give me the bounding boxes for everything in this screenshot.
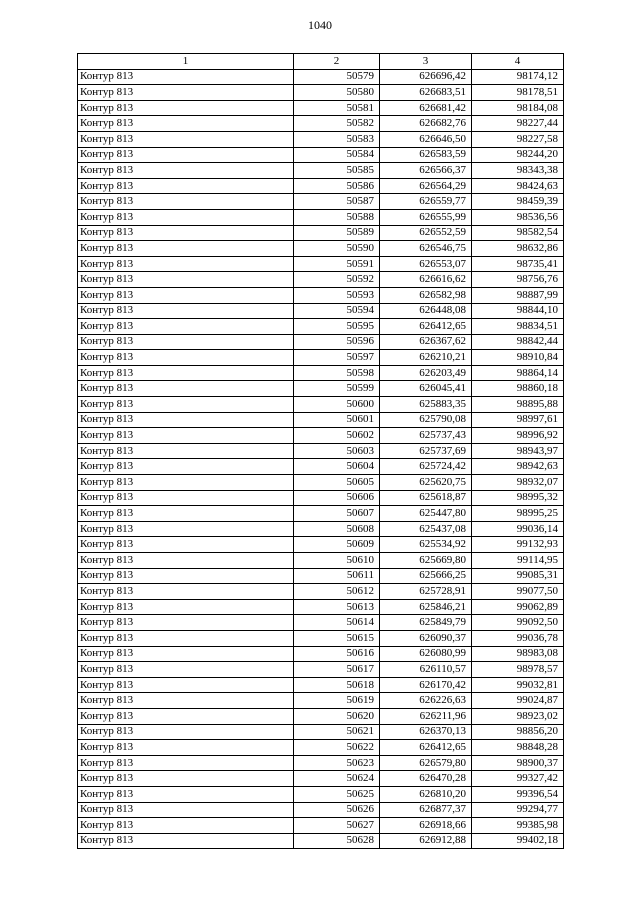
- point-number-cell: 50606: [294, 490, 380, 506]
- x-coordinate-cell: 626412,65: [380, 740, 472, 756]
- table-row: [78, 334, 564, 350]
- x-coordinate-cell: 625849,79: [380, 615, 472, 631]
- y-coordinate-cell: 98887,99: [472, 287, 564, 303]
- point-number-cell: 50620: [294, 708, 380, 724]
- point-number-cell: 50588: [294, 209, 380, 225]
- table-row: [78, 303, 564, 319]
- contour-name-cell: Контур 813: [78, 646, 294, 662]
- point-number-cell: 50594: [294, 303, 380, 319]
- x-coordinate-cell: 626616,62: [380, 272, 472, 288]
- table-row: [78, 662, 564, 678]
- x-coordinate-cell: 625437,08: [380, 521, 472, 537]
- coordinates-table: [77, 53, 564, 849]
- x-coordinate-cell: 626579,80: [380, 755, 472, 771]
- point-number-cell: 50611: [294, 568, 380, 584]
- contour-name-cell: Контур 813: [78, 740, 294, 756]
- point-number-cell: 50582: [294, 116, 380, 132]
- point-number-cell: 50579: [294, 69, 380, 85]
- table-row: [78, 443, 564, 459]
- table-row: [78, 412, 564, 428]
- y-coordinate-cell: 98860,18: [472, 381, 564, 397]
- point-number-cell: 50623: [294, 755, 380, 771]
- x-coordinate-cell: 625666,25: [380, 568, 472, 584]
- x-coordinate-cell: 626564,29: [380, 178, 472, 194]
- table-row: [78, 521, 564, 537]
- table-row: [78, 365, 564, 381]
- y-coordinate-cell: 98997,61: [472, 412, 564, 428]
- point-number-cell: 50590: [294, 241, 380, 257]
- point-number-cell: 50581: [294, 100, 380, 116]
- x-coordinate-cell: 626448,08: [380, 303, 472, 319]
- y-coordinate-cell: 98756,76: [472, 272, 564, 288]
- x-coordinate-cell: 626912,88: [380, 833, 472, 849]
- table-row: [78, 319, 564, 335]
- y-coordinate-cell: 98735,41: [472, 256, 564, 272]
- table-row: [78, 163, 564, 179]
- point-number-cell: 50622: [294, 740, 380, 756]
- y-coordinate-cell: 98995,25: [472, 506, 564, 522]
- point-number-cell: 50593: [294, 287, 380, 303]
- contour-name-cell: Контур 813: [78, 256, 294, 272]
- table-row: [78, 537, 564, 553]
- x-coordinate-cell: 625447,80: [380, 506, 472, 522]
- y-coordinate-cell: 99077,50: [472, 584, 564, 600]
- x-coordinate-cell: 626566,37: [380, 163, 472, 179]
- point-number-cell: 50614: [294, 615, 380, 631]
- point-number-cell: 50624: [294, 771, 380, 787]
- contour-name-cell: Контур 813: [78, 381, 294, 397]
- point-number-cell: 50621: [294, 724, 380, 740]
- point-number-cell: 50619: [294, 693, 380, 709]
- y-coordinate-cell: 99114,95: [472, 553, 564, 569]
- contour-name-cell: Контур 813: [78, 475, 294, 491]
- point-number-cell: 50600: [294, 397, 380, 413]
- x-coordinate-cell: 626470,28: [380, 771, 472, 787]
- y-coordinate-cell: 99327,42: [472, 771, 564, 787]
- y-coordinate-cell: 99036,14: [472, 521, 564, 537]
- table-row: [78, 241, 564, 257]
- y-coordinate-cell: 98842,44: [472, 334, 564, 350]
- point-number-cell: 50626: [294, 802, 380, 818]
- point-number-cell: 50625: [294, 786, 380, 802]
- y-coordinate-cell: 98536,56: [472, 209, 564, 225]
- table-row: [78, 69, 564, 85]
- contour-name-cell: Контур 813: [78, 786, 294, 802]
- contour-name-cell: Контур 813: [78, 802, 294, 818]
- x-coordinate-cell: 625724,42: [380, 459, 472, 475]
- point-number-cell: 50597: [294, 350, 380, 366]
- contour-name-cell: Контур 813: [78, 100, 294, 116]
- x-coordinate-cell: 626683,51: [380, 85, 472, 101]
- contour-name-cell: Контур 813: [78, 69, 294, 85]
- table-row: [78, 599, 564, 615]
- point-number-cell: 50601: [294, 412, 380, 428]
- contour-name-cell: Контур 813: [78, 428, 294, 444]
- y-coordinate-cell: 98227,44: [472, 116, 564, 132]
- y-coordinate-cell: 98932,07: [472, 475, 564, 491]
- contour-name-cell: Контур 813: [78, 241, 294, 257]
- table-row: [78, 786, 564, 802]
- y-coordinate-cell: 98995,32: [472, 490, 564, 506]
- y-coordinate-cell: 98983,08: [472, 646, 564, 662]
- point-number-cell: 50627: [294, 818, 380, 834]
- x-coordinate-cell: 626559,77: [380, 194, 472, 210]
- table-row: [78, 693, 564, 709]
- contour-name-cell: Контур 813: [78, 334, 294, 350]
- table-row: [78, 459, 564, 475]
- contour-name-cell: Контур 813: [78, 599, 294, 615]
- y-coordinate-cell: 99092,50: [472, 615, 564, 631]
- x-coordinate-cell: 625728,91: [380, 584, 472, 600]
- contour-name-cell: Контур 813: [78, 194, 294, 210]
- table-row: [78, 381, 564, 397]
- contour-name-cell: Контур 813: [78, 459, 294, 475]
- point-number-cell: 50617: [294, 662, 380, 678]
- y-coordinate-cell: 98923,02: [472, 708, 564, 724]
- table-row: [78, 584, 564, 600]
- contour-name-cell: Контур 813: [78, 147, 294, 163]
- column-header-3: 3: [380, 54, 472, 70]
- point-number-cell: 50612: [294, 584, 380, 600]
- y-coordinate-cell: 98996,92: [472, 428, 564, 444]
- table-body: [78, 69, 564, 849]
- contour-name-cell: Контур 813: [78, 771, 294, 787]
- point-number-cell: 50616: [294, 646, 380, 662]
- x-coordinate-cell: 625883,35: [380, 397, 472, 413]
- y-coordinate-cell: 98343,38: [472, 163, 564, 179]
- y-coordinate-cell: 98895,88: [472, 397, 564, 413]
- contour-name-cell: Контур 813: [78, 521, 294, 537]
- point-number-cell: 50586: [294, 178, 380, 194]
- x-coordinate-cell: 626555,99: [380, 209, 472, 225]
- point-number-cell: 50628: [294, 833, 380, 849]
- table-row: [78, 630, 564, 646]
- contour-name-cell: Контур 813: [78, 724, 294, 740]
- table-row: [78, 100, 564, 116]
- table-row: [78, 287, 564, 303]
- y-coordinate-cell: 98943,97: [472, 443, 564, 459]
- x-coordinate-cell: 626090,37: [380, 630, 472, 646]
- table-row: [78, 85, 564, 101]
- point-number-cell: 50618: [294, 677, 380, 693]
- x-coordinate-cell: 626810,20: [380, 786, 472, 802]
- y-coordinate-cell: 98244,20: [472, 147, 564, 163]
- x-coordinate-cell: 626367,62: [380, 334, 472, 350]
- point-number-cell: 50592: [294, 272, 380, 288]
- x-coordinate-cell: 626110,57: [380, 662, 472, 678]
- y-coordinate-cell: 98910,84: [472, 350, 564, 366]
- contour-name-cell: Контур 813: [78, 833, 294, 849]
- contour-name-cell: Контур 813: [78, 553, 294, 569]
- x-coordinate-cell: 626045,41: [380, 381, 472, 397]
- y-coordinate-cell: 98178,51: [472, 85, 564, 101]
- table-row: [78, 677, 564, 693]
- column-header-1: 1: [78, 54, 294, 70]
- point-number-cell: 50583: [294, 131, 380, 147]
- point-number-cell: 50609: [294, 537, 380, 553]
- point-number-cell: 50596: [294, 334, 380, 350]
- table-row: [78, 178, 564, 194]
- table-row: [78, 740, 564, 756]
- contour-name-cell: Контур 813: [78, 506, 294, 522]
- table-row: [78, 802, 564, 818]
- table-row: [78, 194, 564, 210]
- table-row: [78, 475, 564, 491]
- y-coordinate-cell: 99396,54: [472, 786, 564, 802]
- point-number-cell: 50615: [294, 630, 380, 646]
- x-coordinate-cell: 625846,21: [380, 599, 472, 615]
- contour-name-cell: Контур 813: [78, 412, 294, 428]
- point-number-cell: 50591: [294, 256, 380, 272]
- contour-name-cell: Контур 813: [78, 568, 294, 584]
- y-coordinate-cell: 99032,81: [472, 677, 564, 693]
- y-coordinate-cell: 98184,08: [472, 100, 564, 116]
- x-coordinate-cell: 626553,07: [380, 256, 472, 272]
- y-coordinate-cell: 98174,12: [472, 69, 564, 85]
- x-coordinate-cell: 626877,37: [380, 802, 472, 818]
- x-coordinate-cell: 626170,42: [380, 677, 472, 693]
- point-number-cell: 50613: [294, 599, 380, 615]
- y-coordinate-cell: 98632,86: [472, 241, 564, 257]
- contour-name-cell: Контур 813: [78, 287, 294, 303]
- page-number: 1040: [308, 18, 332, 32]
- table-row: [78, 506, 564, 522]
- y-coordinate-cell: 98942,63: [472, 459, 564, 475]
- table-row: [78, 771, 564, 787]
- contour-name-cell: Контур 813: [78, 662, 294, 678]
- table-row: [78, 350, 564, 366]
- contour-name-cell: Контур 813: [78, 755, 294, 771]
- table-row: [78, 490, 564, 506]
- y-coordinate-cell: 99294,77: [472, 802, 564, 818]
- contour-name-cell: Контур 813: [78, 131, 294, 147]
- contour-name-cell: Контур 813: [78, 397, 294, 413]
- table-row: [78, 256, 564, 272]
- table-row: [78, 833, 564, 849]
- contour-name-cell: Контур 813: [78, 178, 294, 194]
- point-number-cell: 50604: [294, 459, 380, 475]
- x-coordinate-cell: 626583,59: [380, 147, 472, 163]
- x-coordinate-cell: 626370,13: [380, 724, 472, 740]
- y-coordinate-cell: 98848,28: [472, 740, 564, 756]
- table-row: [78, 272, 564, 288]
- point-number-cell: 50587: [294, 194, 380, 210]
- x-coordinate-cell: 626546,75: [380, 241, 472, 257]
- table-row: [78, 131, 564, 147]
- point-number-cell: 50585: [294, 163, 380, 179]
- y-coordinate-cell: 98834,51: [472, 319, 564, 335]
- y-coordinate-cell: 98227,58: [472, 131, 564, 147]
- contour-name-cell: Контур 813: [78, 303, 294, 319]
- y-coordinate-cell: 99085,31: [472, 568, 564, 584]
- point-number-cell: 50608: [294, 521, 380, 537]
- contour-name-cell: Контур 813: [78, 350, 294, 366]
- point-number-cell: 50598: [294, 365, 380, 381]
- x-coordinate-cell: 626080,99: [380, 646, 472, 662]
- x-coordinate-cell: 626696,42: [380, 69, 472, 85]
- contour-name-cell: Контур 813: [78, 163, 294, 179]
- table-row: [78, 755, 564, 771]
- y-coordinate-cell: 98424,63: [472, 178, 564, 194]
- table-row: [78, 116, 564, 132]
- column-header-4: 4: [472, 54, 564, 70]
- y-coordinate-cell: 98978,57: [472, 662, 564, 678]
- table-row: [78, 615, 564, 631]
- contour-name-cell: Контур 813: [78, 818, 294, 834]
- contour-name-cell: Контур 813: [78, 584, 294, 600]
- point-number-cell: 50602: [294, 428, 380, 444]
- y-coordinate-cell: 98864,14: [472, 365, 564, 381]
- x-coordinate-cell: 626203,49: [380, 365, 472, 381]
- table-row: [78, 708, 564, 724]
- y-coordinate-cell: 98856,20: [472, 724, 564, 740]
- point-number-cell: 50584: [294, 147, 380, 163]
- contour-name-cell: Контур 813: [78, 225, 294, 241]
- contour-name-cell: Контур 813: [78, 708, 294, 724]
- x-coordinate-cell: 625618,87: [380, 490, 472, 506]
- point-number-cell: 50607: [294, 506, 380, 522]
- point-number-cell: 50589: [294, 225, 380, 241]
- contour-name-cell: Контур 813: [78, 443, 294, 459]
- x-coordinate-cell: 626918,66: [380, 818, 472, 834]
- x-coordinate-cell: 626646,50: [380, 131, 472, 147]
- y-coordinate-cell: 98459,39: [472, 194, 564, 210]
- x-coordinate-cell: 625534,92: [380, 537, 472, 553]
- contour-name-cell: Контур 813: [78, 365, 294, 381]
- table-row: [78, 397, 564, 413]
- table-row: [78, 225, 564, 241]
- x-coordinate-cell: 625737,69: [380, 443, 472, 459]
- x-coordinate-cell: 626552,59: [380, 225, 472, 241]
- y-coordinate-cell: 99024,87: [472, 693, 564, 709]
- x-coordinate-cell: 625790,08: [380, 412, 472, 428]
- y-coordinate-cell: 98844,10: [472, 303, 564, 319]
- contour-name-cell: Контур 813: [78, 615, 294, 631]
- y-coordinate-cell: 99062,89: [472, 599, 564, 615]
- contour-name-cell: Контур 813: [78, 116, 294, 132]
- table-row: [78, 646, 564, 662]
- x-coordinate-cell: 626226,63: [380, 693, 472, 709]
- x-coordinate-cell: 625620,75: [380, 475, 472, 491]
- contour-name-cell: Контур 813: [78, 209, 294, 225]
- point-number-cell: 50580: [294, 85, 380, 101]
- x-coordinate-cell: 626582,98: [380, 287, 472, 303]
- contour-name-cell: Контур 813: [78, 319, 294, 335]
- y-coordinate-cell: 98582,54: [472, 225, 564, 241]
- table-header-row: [78, 54, 564, 70]
- table-row: [78, 818, 564, 834]
- x-coordinate-cell: 626210,21: [380, 350, 472, 366]
- contour-name-cell: Контур 813: [78, 677, 294, 693]
- x-coordinate-cell: 626211,96: [380, 708, 472, 724]
- y-coordinate-cell: 99385,98: [472, 818, 564, 834]
- contour-name-cell: Контур 813: [78, 537, 294, 553]
- point-number-cell: 50595: [294, 319, 380, 335]
- x-coordinate-cell: 626681,42: [380, 100, 472, 116]
- contour-name-cell: Контур 813: [78, 693, 294, 709]
- x-coordinate-cell: 625669,80: [380, 553, 472, 569]
- y-coordinate-cell: 99402,18: [472, 833, 564, 849]
- point-number-cell: 50605: [294, 475, 380, 491]
- table-row: [78, 209, 564, 225]
- table-row: [78, 553, 564, 569]
- contour-name-cell: Контур 813: [78, 272, 294, 288]
- column-header-2: 2: [294, 54, 380, 70]
- table-row: [78, 147, 564, 163]
- table-row: [78, 568, 564, 584]
- point-number-cell: 50603: [294, 443, 380, 459]
- contour-name-cell: Контур 813: [78, 490, 294, 506]
- contour-name-cell: Контур 813: [78, 630, 294, 646]
- x-coordinate-cell: 625737,43: [380, 428, 472, 444]
- contour-name-cell: Контур 813: [78, 85, 294, 101]
- table-row: [78, 428, 564, 444]
- y-coordinate-cell: 99036,78: [472, 630, 564, 646]
- y-coordinate-cell: 98900,37: [472, 755, 564, 771]
- point-number-cell: 50599: [294, 381, 380, 397]
- point-number-cell: 50610: [294, 553, 380, 569]
- x-coordinate-cell: 626412,65: [380, 319, 472, 335]
- x-coordinate-cell: 626682,76: [380, 116, 472, 132]
- table-row: [78, 724, 564, 740]
- y-coordinate-cell: 99132,93: [472, 537, 564, 553]
